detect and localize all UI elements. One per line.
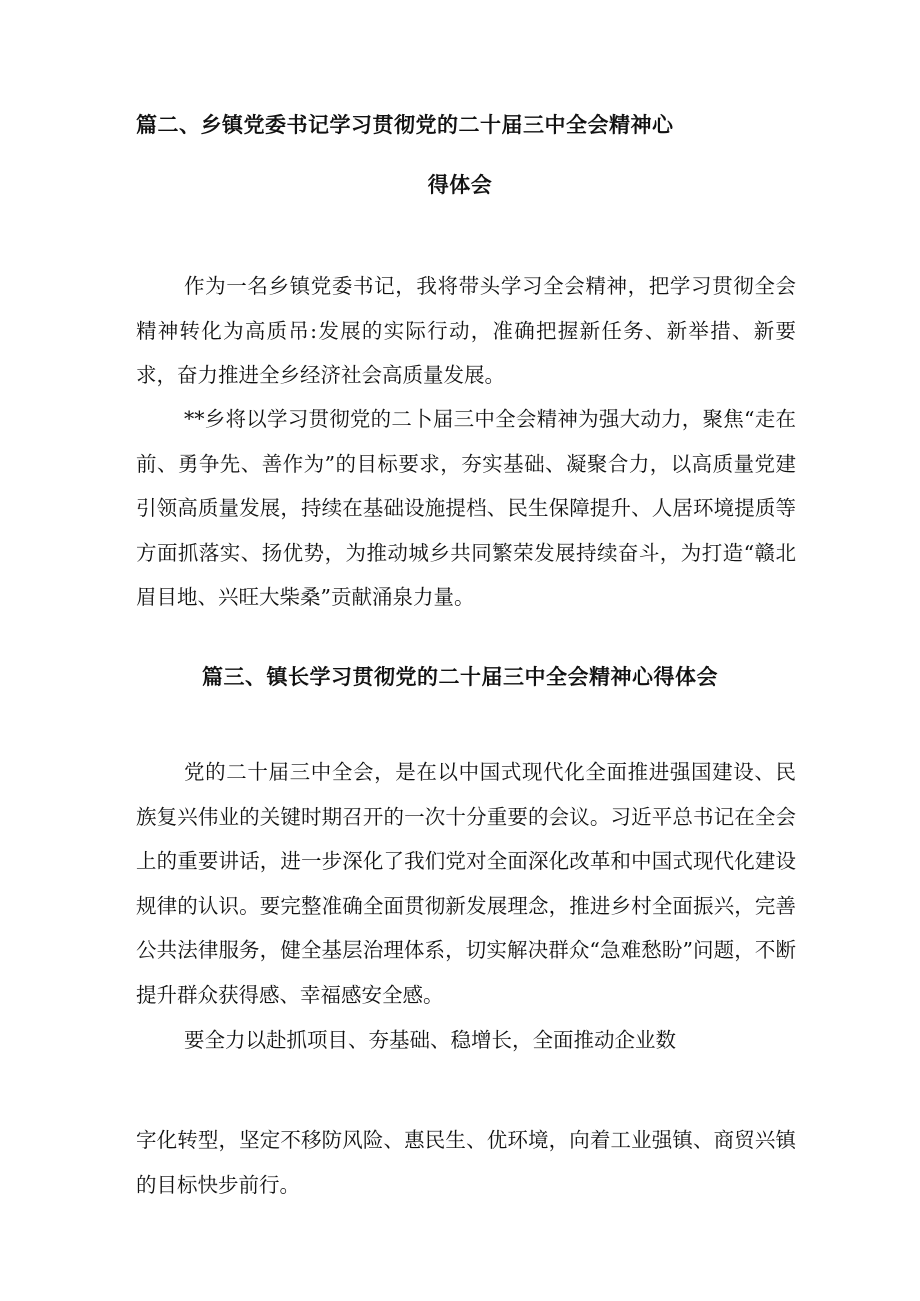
section-2-title-line-2: 得体会 [427, 173, 493, 197]
section-2-paragraph-2: **乡将以学习贯彻党的二卜届三中全会精神为强大动力，聚焦“走在前、勇争先、善作为”的目标要求，夯实基础、凝聚合力，以高质量党建引领高质量发展，持续在基础设施提档、民生保障提升、人居环境提质等方面抓落实、扬优势，为推动城乡共同繁荣发展持续奋斗，为打造“赣北眉目地、兴旺大柴桑”贡献涌泉力量。 [136, 407, 796, 609]
section-3-paragraph-2-continued: 字化转型，坚定不移防风险、惠民生、优环境，向着工业强镇、商贸兴镇的目标快步前行。 [136, 1128, 796, 1197]
section-2-paragraph-1: 作为一名乡镇党委书记，我将带头学习全会精神，把学习贯彻全会精神转化为高质吊:发展的实际行动，准确把握新任务、新举措、新要求，奋力推进全乡经济社会高质量发展。 [136, 274, 796, 387]
section-3-paragraph-2: 要全力以赴抓项目、夯基础、稳增长，全面推动企业数 [184, 1028, 676, 1052]
section-3-paragraph-1: 党的二十届三中全会，是在以中国式现代化全面推进强国建设、民族复兴伟业的关键时期召开的一次十分重要的会议。习近平总书记在全会上的重要讲话，进一步深化了我们党对全面深化改革和中国式现代化建设规律的认识。要完整准确全面贯彻新发展理念，推进乡村全面振兴，完善公共法律服务，健全基层治理体系，切实解决群众“急难愁盼”问题，不断提升群众获得感、幸福感安全感。 [136, 760, 796, 1007]
section-3-title: 篇三、镇长学习贯彻党的二十届三中全会精神心得体会 [202, 665, 718, 689]
section-2-title-line-1: 篇二、乡镇党委书记学习贯彻党的二十届三中全会精神心 [136, 113, 674, 137]
